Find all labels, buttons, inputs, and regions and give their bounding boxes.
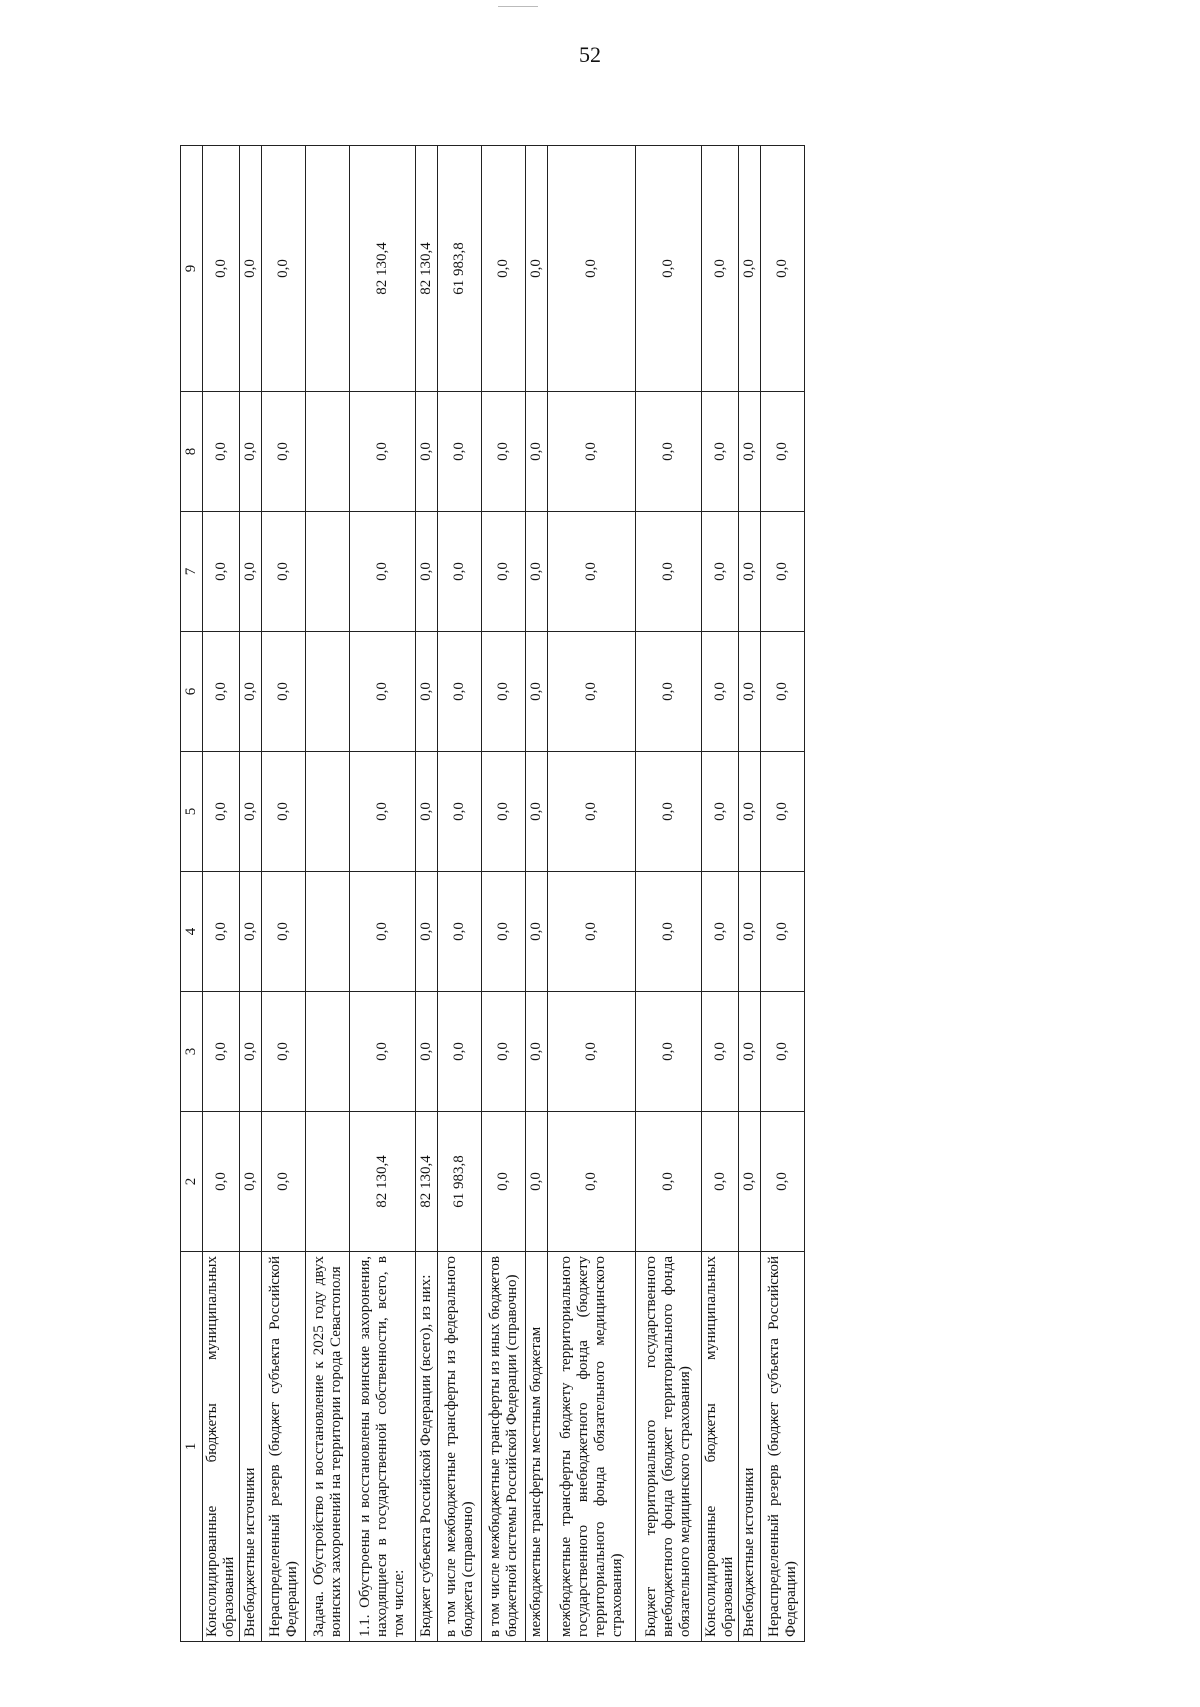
value-cell-col-9: 0,0 [526,146,548,392]
row-label: межбюджетные трансферты бюджету территориального государственного внебюджетного фонда (бюджету территориального фонда обязательного медицинского страхования) [548,1252,636,1642]
value-cell-col-3: 0,0 [526,992,548,1112]
table-row [702,146,739,1642]
value-cell-col-6: 0,0 [739,632,761,752]
table-header-row [181,146,203,1642]
row-label: Задача. Обустройство и восстановление к 2025 году двух воинских захоронений на территории города Севастополя [306,1252,350,1642]
table-row [416,146,438,1642]
value-cell-col-5 [306,752,350,872]
column-header-9: 9 [181,146,203,392]
value-cell-col-2: 0,0 [526,1112,548,1252]
value-cell-col-5: 0,0 [240,752,262,872]
value-cell-col-8: 0,0 [482,392,526,512]
column-header-4: 4 [181,872,203,992]
value-cell-col-5: 0,0 [702,752,739,872]
value-cell-col-8: 0,0 [739,392,761,512]
table-row [306,146,350,1642]
value-cell-col-3: 0,0 [240,992,262,1112]
value-cell-col-3: 0,0 [203,992,240,1112]
value-cell-col-7: 0,0 [416,512,438,632]
value-cell-col-6: 0,0 [482,632,526,752]
value-cell-col-4: 0,0 [350,872,416,992]
value-cell-col-9: 0,0 [761,146,805,392]
column-header-1: 1 [181,1252,203,1642]
value-cell-col-4: 0,0 [262,872,306,992]
table-row [548,146,636,1642]
value-cell-col-6: 0,0 [350,632,416,752]
value-cell-col-7: 0,0 [636,512,702,632]
value-cell-col-3: 0,0 [761,992,805,1112]
value-cell-col-9: 61 983,8 [438,146,482,392]
row-label: в том числе межбюджетные трансферты из федерального бюджета (справочно) [438,1252,482,1642]
value-cell-col-8: 0,0 [240,392,262,512]
value-cell-col-6: 0,0 [262,632,306,752]
value-cell-col-2: 0,0 [761,1112,805,1252]
value-cell-col-3: 0,0 [636,992,702,1112]
value-cell-col-7 [306,512,350,632]
value-cell-col-7: 0,0 [262,512,306,632]
row-label: Бюджет субъекта Российской Федерации (всего), из них: [416,1252,438,1642]
column-header-6: 6 [181,632,203,752]
scan-mark [498,6,538,7]
value-cell-col-5: 0,0 [636,752,702,872]
value-cell-col-5: 0,0 [416,752,438,872]
row-label: Внебюджетные источники [240,1252,262,1642]
value-cell-col-8: 0,0 [636,392,702,512]
value-cell-col-7: 0,0 [548,512,636,632]
value-cell-col-7: 0,0 [702,512,739,632]
table-row [350,146,416,1642]
value-cell-col-3 [306,992,350,1112]
value-cell-col-3: 0,0 [416,992,438,1112]
row-label: межбюджетные трансферты местным бюджетам [526,1252,548,1642]
value-cell-col-6: 0,0 [761,632,805,752]
value-cell-col-4: 0,0 [526,872,548,992]
value-cell-col-6: 0,0 [526,632,548,752]
value-cell-col-8: 0,0 [548,392,636,512]
value-cell-col-5: 0,0 [203,752,240,872]
budget-table [180,145,805,1642]
value-cell-col-3: 0,0 [739,992,761,1112]
value-cell-col-8: 0,0 [416,392,438,512]
value-cell-col-8: 0,0 [350,392,416,512]
value-cell-col-6: 0,0 [438,632,482,752]
value-cell-col-3: 0,0 [350,992,416,1112]
column-header-2: 2 [181,1112,203,1252]
value-cell-col-5: 0,0 [526,752,548,872]
value-cell-col-2 [306,1112,350,1252]
value-cell-col-6: 0,0 [240,632,262,752]
table-row [482,146,526,1642]
table-row [262,146,306,1642]
value-cell-col-2: 0,0 [548,1112,636,1252]
value-cell-col-6: 0,0 [203,632,240,752]
table-row [636,146,702,1642]
value-cell-col-6: 0,0 [636,632,702,752]
value-cell-col-8: 0,0 [702,392,739,512]
value-cell-col-2: 0,0 [702,1112,739,1252]
value-cell-col-9: 0,0 [636,146,702,392]
value-cell-col-5: 0,0 [438,752,482,872]
row-label: Бюджет территориального государственного внебюджетного фонда (бюджет территориального фонда обязательного медицинского страхования) [636,1252,702,1642]
value-cell-col-4: 0,0 [203,872,240,992]
row-label: Нераспределенный резерв (бюджет субъекта Российской Федерации) [262,1252,306,1642]
table-row [240,146,262,1642]
value-cell-col-6: 0,0 [702,632,739,752]
row-label: Консолидированные бюджеты муниципальных образований [203,1252,240,1642]
value-cell-col-9: 0,0 [739,146,761,392]
value-cell-col-8: 0,0 [262,392,306,512]
value-cell-col-7: 0,0 [526,512,548,632]
table-row [526,146,548,1642]
column-header-7: 7 [181,512,203,632]
value-cell-col-5: 0,0 [482,752,526,872]
value-cell-col-7: 0,0 [203,512,240,632]
value-cell-col-9: 0,0 [262,146,306,392]
value-cell-col-6: 0,0 [416,632,438,752]
value-cell-col-4 [306,872,350,992]
value-cell-col-8: 0,0 [526,392,548,512]
value-cell-col-2: 0,0 [482,1112,526,1252]
value-cell-col-2: 0,0 [636,1112,702,1252]
value-cell-col-2: 0,0 [240,1112,262,1252]
value-cell-col-7: 0,0 [350,512,416,632]
row-label: Нераспределенный резерв (бюджет субъекта Российской Федерации) [761,1252,805,1642]
value-cell-col-4: 0,0 [240,872,262,992]
table-row [739,146,761,1642]
table-row [438,146,482,1642]
value-cell-col-2: 0,0 [203,1112,240,1252]
value-cell-col-7: 0,0 [438,512,482,632]
value-cell-col-7: 0,0 [739,512,761,632]
value-cell-col-2: 82 130,4 [350,1112,416,1252]
value-cell-col-4: 0,0 [482,872,526,992]
value-cell-col-8 [306,392,350,512]
value-cell-col-9: 0,0 [702,146,739,392]
value-cell-col-4: 0,0 [761,872,805,992]
value-cell-col-8: 0,0 [203,392,240,512]
value-cell-col-2: 0,0 [262,1112,306,1252]
column-header-3: 3 [181,992,203,1112]
value-cell-col-9: 0,0 [482,146,526,392]
value-cell-col-9: 82 130,4 [416,146,438,392]
value-cell-col-7: 0,0 [482,512,526,632]
value-cell-col-3: 0,0 [262,992,306,1112]
value-cell-col-4: 0,0 [636,872,702,992]
value-cell-col-7: 0,0 [240,512,262,632]
value-cell-col-8: 0,0 [438,392,482,512]
value-cell-col-9: 0,0 [548,146,636,392]
value-cell-col-4: 0,0 [416,872,438,992]
row-label: Консолидированные бюджеты муниципальных образований [702,1252,739,1642]
value-cell-col-3: 0,0 [548,992,636,1112]
row-label: 1.1. Обустроены и восстановлены воинские захоронения, находящиеся в государственной собственности, всего, в том числе: [350,1252,416,1642]
value-cell-col-4: 0,0 [739,872,761,992]
value-cell-col-5: 0,0 [350,752,416,872]
value-cell-col-8: 0,0 [761,392,805,512]
value-cell-col-9: 0,0 [240,146,262,392]
value-cell-col-5: 0,0 [761,752,805,872]
value-cell-col-3: 0,0 [482,992,526,1112]
row-label: в том числе межбюджетные трансферты из иных бюджетов бюджетной системы Российской Федерации (справочно) [482,1252,526,1642]
budget-table-rotated [180,146,799,1642]
value-cell-col-4: 0,0 [438,872,482,992]
value-cell-col-3: 0,0 [702,992,739,1112]
value-cell-col-7: 0,0 [761,512,805,632]
value-cell-col-9: 82 130,4 [350,146,416,392]
value-cell-col-4: 0,0 [702,872,739,992]
table-row [761,146,805,1642]
value-cell-col-2: 0,0 [739,1112,761,1252]
column-header-8: 8 [181,392,203,512]
value-cell-col-6 [306,632,350,752]
value-cell-col-6: 0,0 [548,632,636,752]
value-cell-col-9 [306,146,350,392]
page-number: 52 [579,42,601,67]
value-cell-col-5: 0,0 [262,752,306,872]
value-cell-col-2: 82 130,4 [416,1112,438,1252]
value-cell-col-4: 0,0 [548,872,636,992]
value-cell-col-5: 0,0 [739,752,761,872]
value-cell-col-3: 0,0 [438,992,482,1112]
value-cell-col-9: 0,0 [203,146,240,392]
row-label: Внебюджетные источники [739,1252,761,1642]
value-cell-col-5: 0,0 [548,752,636,872]
column-header-5: 5 [181,752,203,872]
table-row [203,146,240,1642]
value-cell-col-2: 61 983,8 [438,1112,482,1252]
